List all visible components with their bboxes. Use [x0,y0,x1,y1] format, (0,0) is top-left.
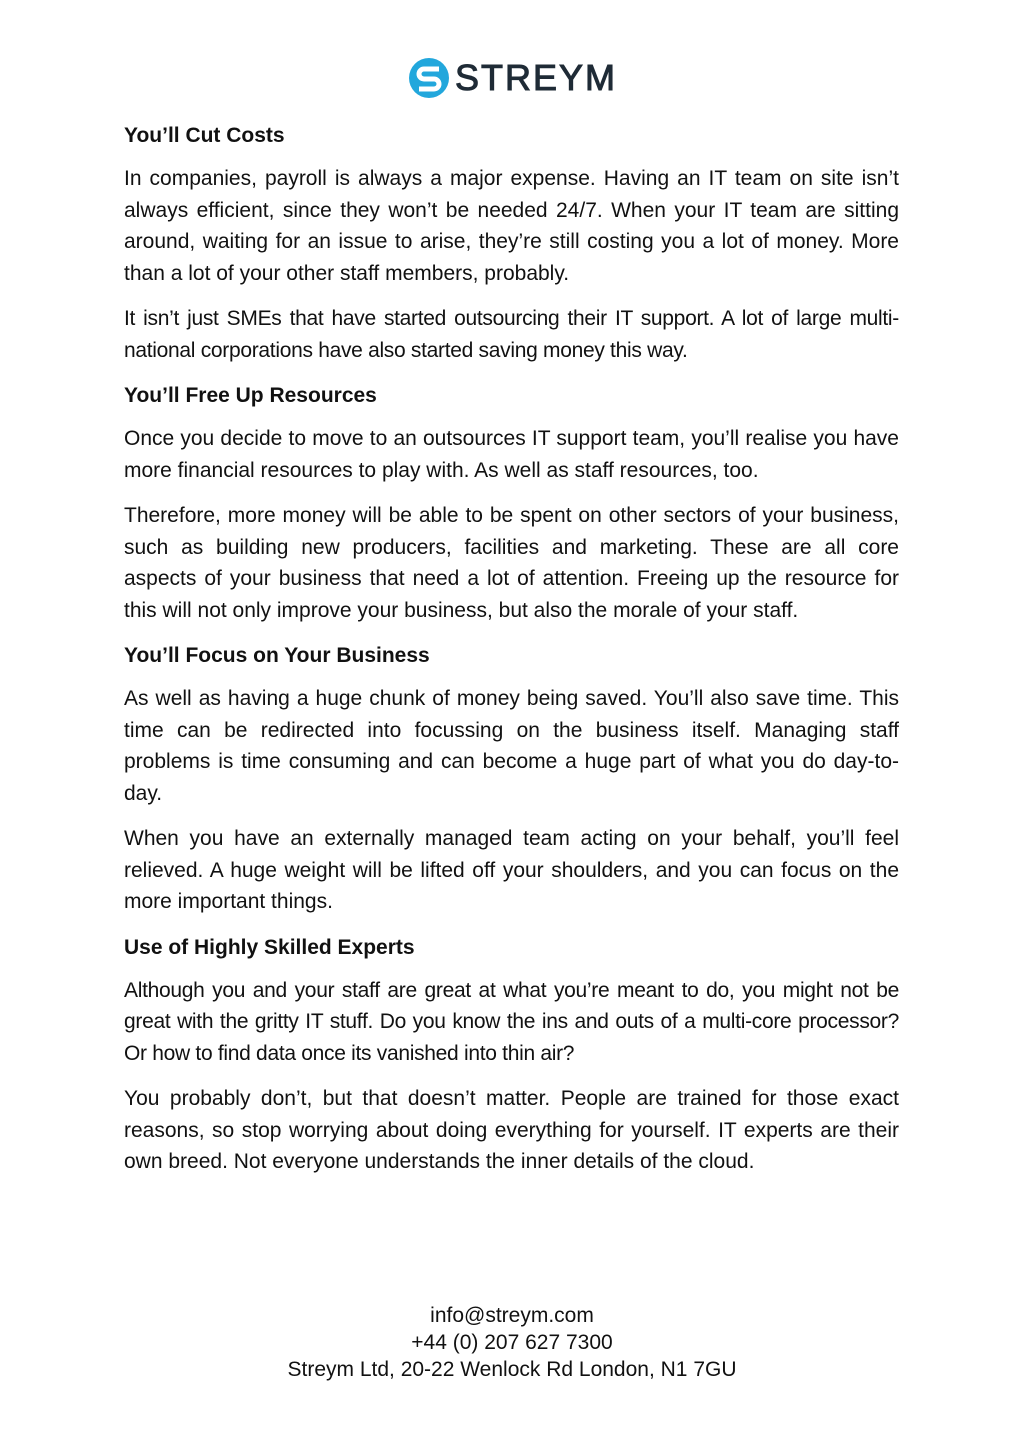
section-heading: You’ll Free Up Resources [124,384,377,407]
logo-wordmark: STREYM [454,57,617,98]
paragraph: Therefore, more money will be able to be spent on other sectors of your business, such as building new producers, facilities and marketing. These are all core aspects of your business that need a lot of attention. Freeing up the resource for this will not only improve your business, but also the morale of your staff. [124,504,899,622]
paragraph: As well as having a huge chunk of money being saved. You’ll also save time. This time can be redirected into focussing on the business itself. Managing staff problems is time consuming and can become a huge part of what you do day-to-day. [124,687,899,805]
paragraph: You probably don’t, but that doesn’t matter. People are trained for those exact reasons, so stop worrying about doing everything for yourself. IT experts are their own breed. Not everyone understands the inner details of the cloud. [124,1087,899,1173]
paragraph: In companies, payroll is always a major expense. Having an IT team on site isn’t always efficient, since they won’t be needed 24/7. When your IT team are sitting around, waiting for an issue to arise, they’re still costing you a lot of money. More than a lot of your other staff members, probably. [124,167,899,285]
paragraph: When you have an externally managed team acting on your behalf, you’ll feel relieved. A huge weight will be lifted off your shoulders, and you can focus on the more important things. [124,827,899,913]
page-header [0,56,1024,100]
page-footer [0,1302,1024,1383]
footer-address: Streym Ltd, 20-22 Wenlock Rd London, N1 7GU [287,1358,737,1381]
footer-phone: +44 (0) 207 627 7300 [411,1331,613,1354]
paragraph: Once you decide to move to an outsources IT support team, you’ll realise you have more financial resources to play with. As well as staff resources, too. [124,427,899,482]
section-heading: You’ll Focus on Your Business [124,644,430,667]
section-heading: You’ll Cut Costs [124,124,285,147]
document-body [124,120,899,1192]
paragraph: It isn’t just SMEs that have started outsourcing their IT support. A lot of large multi-national corporations have also started saving money this way. [124,307,899,362]
streym-logo-icon [407,56,451,100]
section-heading: Use of Highly Skilled Experts [124,935,415,959]
footer-email: info@streym.com [430,1304,594,1327]
paragraph: Although you and your staff are great at what you’re meant to do, you might not be great with the gritty IT stuff. Do you know the ins and outs of a multi-core processor? Or how to find data once its vanished into thin air? [124,978,899,1065]
streym-logo [407,56,617,100]
